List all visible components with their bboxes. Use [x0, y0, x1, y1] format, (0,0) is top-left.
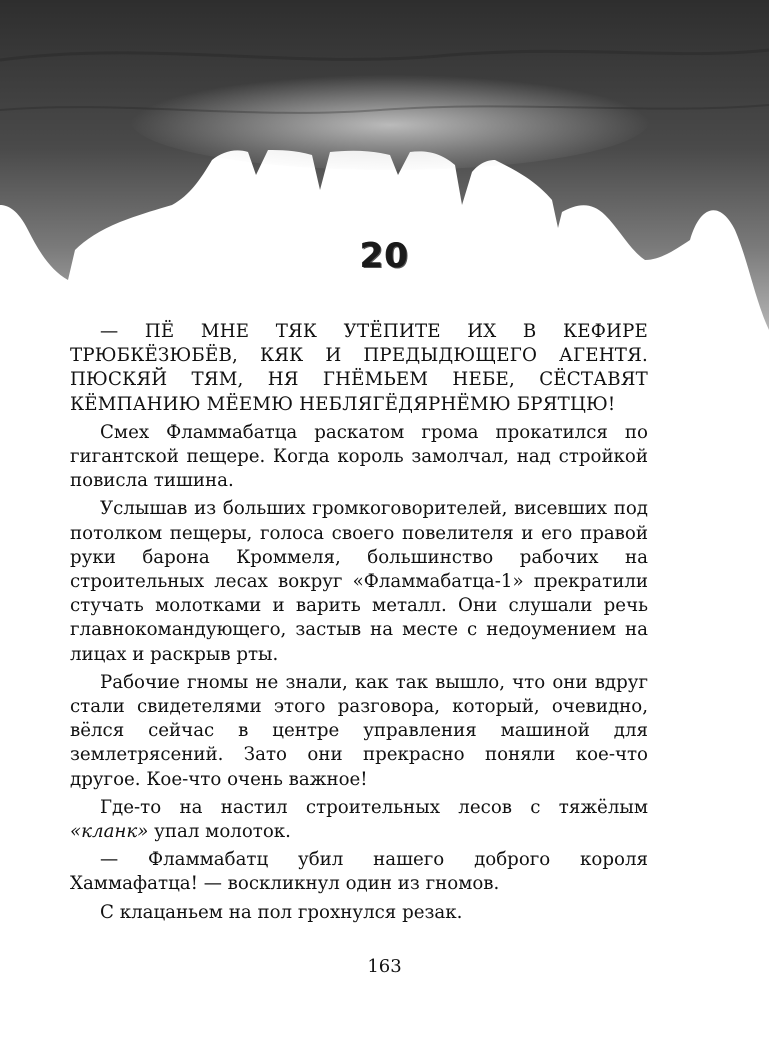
paragraph-6: — Фламмабатц убил нашего доброго короля Хаммафатца! — воскликнул один из гномов. [70, 849, 648, 895]
paragraph-3: Услышав из больших громкоговорителей, висевших под потолком пещеры, голоса своего повелителя и его правой руки барона Кроммеля, большинство рабочих на строительных лесах вокруг «Фламмабатца-1» прекратили стучать молотками и варить металл. Они слушали речь главнокомандующего, застыв на месте с недоумением на лицах и раскрыв рты. [70, 498, 648, 665]
cave-ceiling-illustration [0, 0, 769, 330]
paragraph-5-after: упал молоток. [148, 821, 291, 843]
paragraph-5 [70, 796, 648, 844]
paragraph-5-before: Где-то на настил строительных лесов с тяжёлым [100, 796, 648, 818]
paragraph-4: Рабочие гномы не знали, как так вышло, что они вдруг стали свидетелями этого разговора, который, очевидно, вёлся сейчас в центре управления машиной для землетрясений. Зато они прекрасно поняли кое-что другое. Кое-что очень важное! [70, 671, 648, 790]
paragraph-1: — ПЁ МНЕ ТЯК УТЁПИТЕ ИХ В КЕФИРЕ ТРЮБКЁЗЮБЁВ, КЯК И ПРЕДЫДЮЩЕГО АГЕНТЯ. ПЮСКЯЙ ТЯМ, НЯ ГНЁМЬЕМ НЕБЕ, СЁСТАВЯТ КЁМПАНИЮ МЁЕМЮ НЕБЛЯГЁДЯРНЁМЮ БРЯТЦЮ! [70, 321, 648, 415]
page-number: 163 [367, 956, 402, 977]
paragraph-2: Смех Фламмабатца раскатом грома прокатился по гигантской пещере. Когда король замолчал, над стройкой повисла тишина. [70, 421, 648, 492]
paragraph-7: С клацаньем на пол грохнулся резак. [100, 901, 463, 923]
sound-effect: «кланк» [70, 821, 149, 843]
chapter-text [70, 320, 648, 925]
chapter-number: 20 [359, 236, 410, 276]
